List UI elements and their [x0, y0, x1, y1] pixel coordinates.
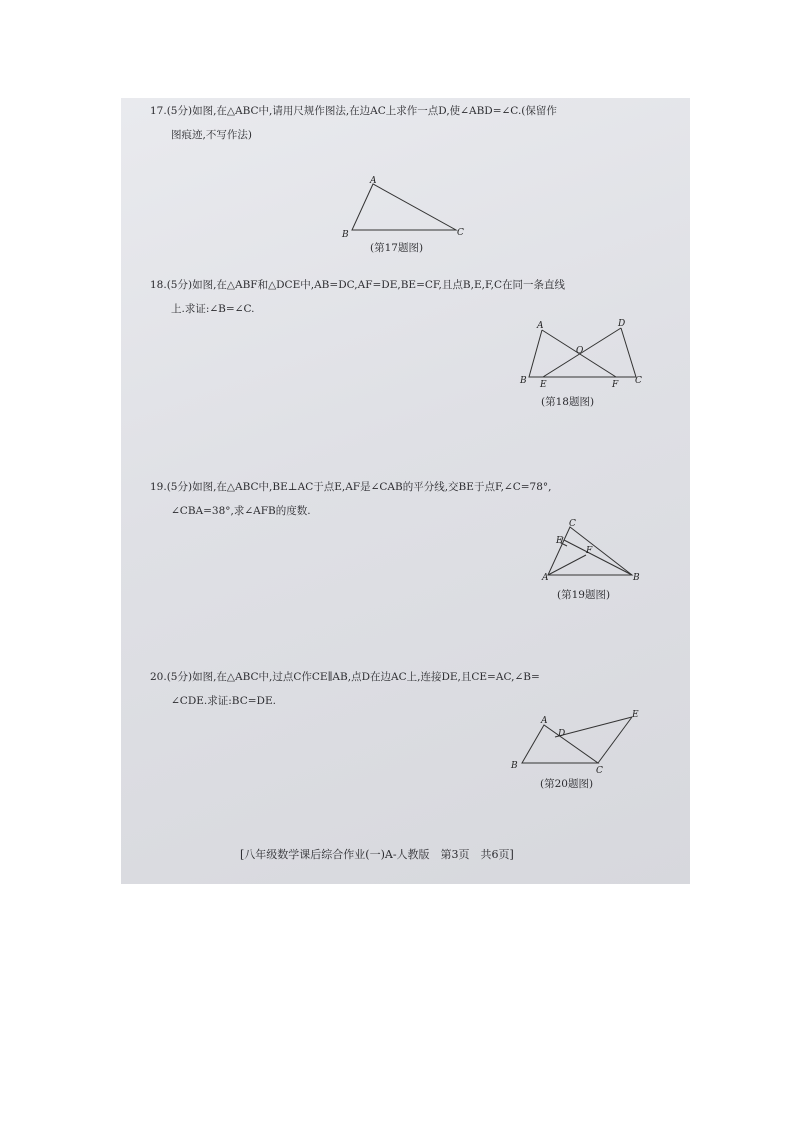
- point-label-o: O: [576, 346, 584, 356]
- question-17-line-1: 17.(5分)如图,在△ABC中,请用尺规作图法,在边AC上求作一点D,使∠ABD=∠C.(保留作: [150, 105, 557, 117]
- point-label-c: C: [596, 766, 603, 776]
- point-label-a: A: [370, 176, 377, 186]
- point-label-e: E: [556, 536, 563, 546]
- point-label-a: A: [537, 321, 544, 331]
- segment-de: [555, 717, 632, 737]
- figure-19-caption: (第19题图): [557, 589, 611, 601]
- question-20-line-1: 20.(5分)如图,在△ABC中,过点C作CE∥AB,点D在边AC上,连接DE,且CE=AC,∠B=: [150, 671, 540, 683]
- point-label-c: C: [457, 228, 464, 238]
- figure-20: [508, 708, 648, 776]
- triangle-abc: [352, 184, 456, 230]
- point-label-d: D: [618, 319, 626, 329]
- question-18-line-1: 18.(5分)如图,在△ABF和△DCE中,AB=DC,AF=DE,BE=CF,且点B,E,F,C在同一条直线: [150, 279, 565, 291]
- question-19-line-2: ∠CBA=38°,求∠AFB的度数.: [171, 505, 311, 517]
- question-18: [150, 273, 650, 321]
- point-label-d: D: [558, 729, 566, 739]
- segment-be: [564, 540, 632, 575]
- question-17: [150, 99, 650, 147]
- triangle-dce: [543, 328, 636, 377]
- point-label-b: B: [633, 573, 640, 583]
- point-label-a: A: [542, 573, 549, 583]
- point-label-b: B: [520, 376, 527, 386]
- question-20: [150, 665, 650, 713]
- point-label-c: C: [635, 376, 642, 386]
- segment-ce: [598, 717, 632, 763]
- point-label-f: F: [586, 546, 593, 556]
- point-label-e: E: [540, 380, 547, 390]
- point-label-a: A: [541, 716, 548, 726]
- point-label-e: E: [632, 710, 639, 720]
- point-label-f: F: [612, 380, 619, 390]
- triangle-abf: [529, 330, 616, 377]
- figure-19: [540, 517, 650, 587]
- figure-17-caption: (第17题图): [370, 242, 424, 254]
- question-20-line-2: ∠CDE.求证:BC=DE.: [171, 695, 276, 707]
- figure-17: [340, 175, 470, 240]
- point-label-b: B: [342, 230, 349, 240]
- figure-18-caption: (第18题图): [541, 396, 595, 408]
- question-19-line-1: 19.(5分)如图,在△ABC中,BE⊥AC于点E,AF是∠CAB的平分线,交BE于点F,∠C=78°,: [150, 481, 552, 493]
- point-label-c: C: [569, 519, 576, 529]
- question-18-line-2: 上.求证:∠B=∠C.: [171, 303, 255, 315]
- question-17-line-2: 图痕迹,不写作法): [171, 129, 252, 141]
- question-19: [150, 475, 650, 523]
- page-footer: [八年级数学课后综合作业(一)A-人教版 第3页 共6页]: [240, 848, 514, 861]
- point-label-b: B: [511, 761, 518, 771]
- figure-18: [515, 315, 645, 390]
- segment-af: [548, 555, 586, 575]
- figure-20-caption: (第20题图): [540, 778, 594, 790]
